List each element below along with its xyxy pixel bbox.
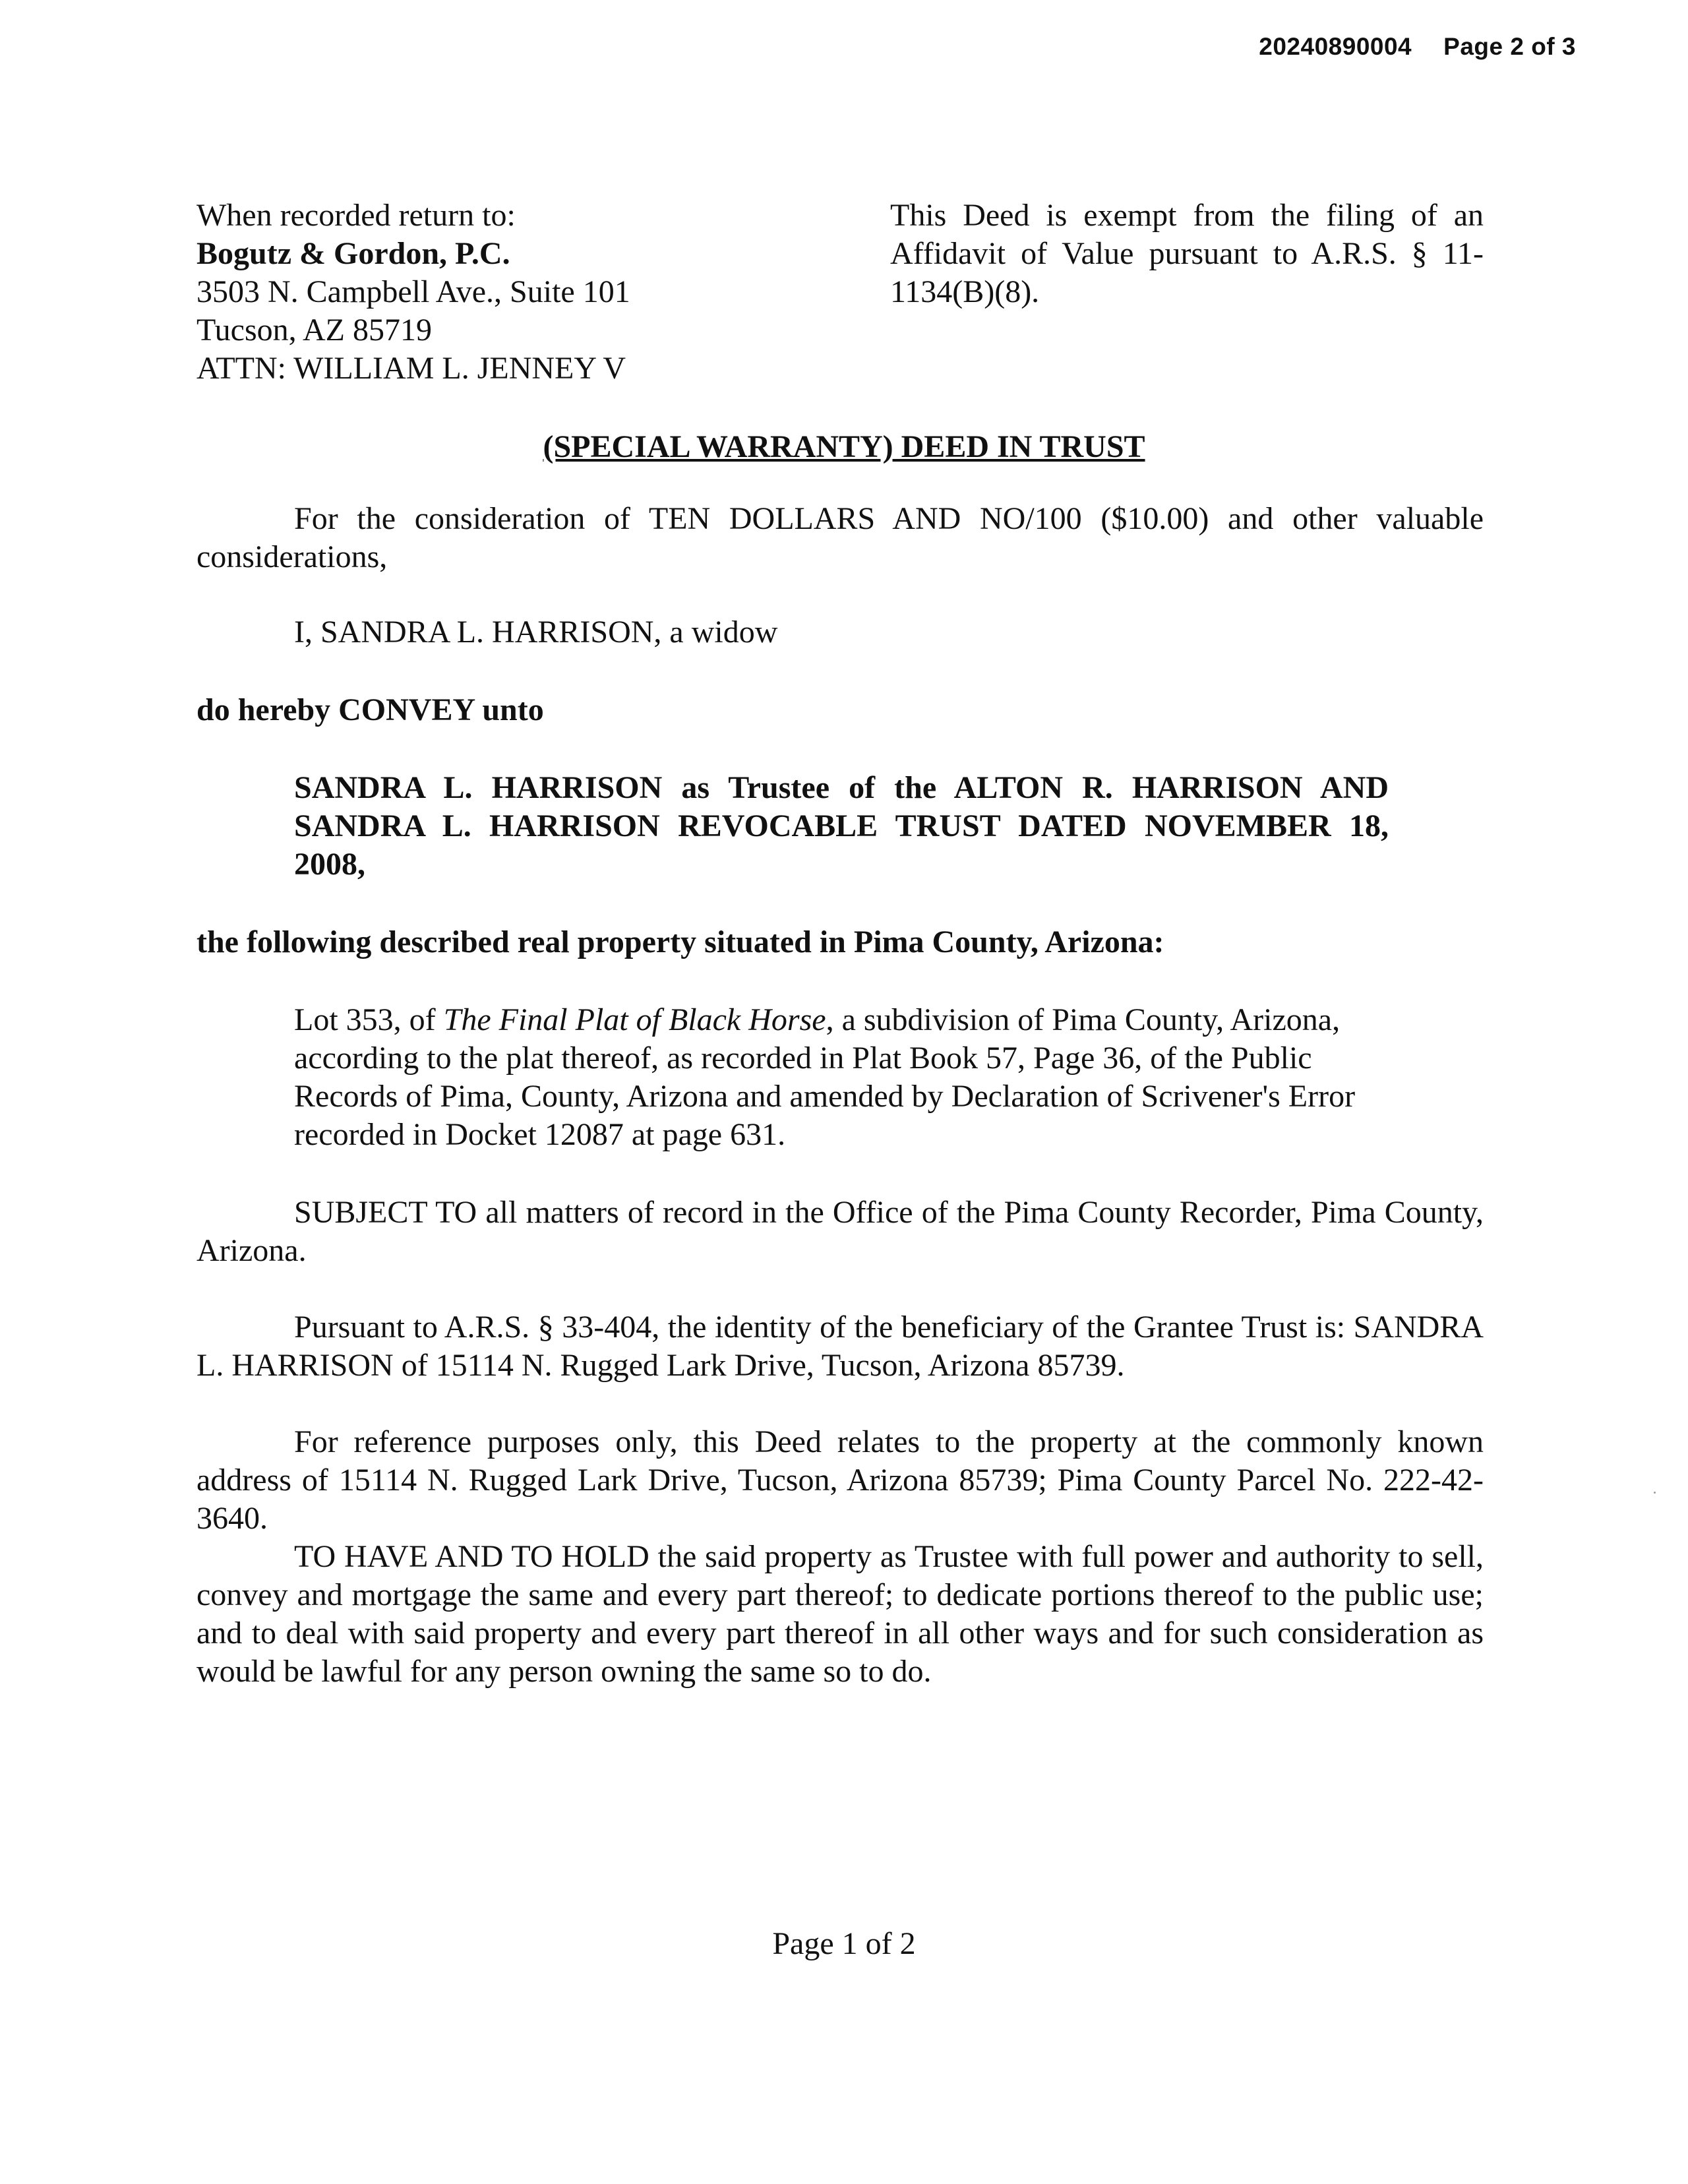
- document-number: 20240890004: [1259, 33, 1412, 60]
- return-address-block: [196, 197, 829, 388]
- recording-header: [1259, 33, 1576, 61]
- legal-description-rest: , a subdivision of Pima County, Arizona, according to the plat thereof, as recorded in Plat Book 57, Page 36, of the Public Records of Pima, County, Arizona and amended by Declaration of Scrivener's Error recorded in Docket 12087 at page 631.: [294, 1002, 1356, 1152]
- exemption-statement: This Deed is exempt from the filing of an Affidavit of Value pursuant to A.R.S. § 11-1134(B)(8).: [890, 198, 1484, 309]
- grantor-line: I, SANDRA L. HARRISON, a widow: [294, 615, 778, 650]
- habendum-paragraph: TO HAVE AND TO HOLD the said property as Trustee with full power and authority to sell, convey and mortgage the same and every part thereof; to dedicate portions thereof to the public use; and to deal with said property and every part thereof in all other ways and for such consideration as would be lawful for any person owning the same so to do.: [196, 1539, 1484, 1689]
- page-footer: Page 1 of 2: [772, 1926, 916, 1961]
- consideration-paragraph: For the consideration of TEN DOLLARS AND NO/100 ($10.00) and other valuable considerations,: [196, 501, 1484, 574]
- return-firm-name: Bogutz & Gordon, P.C.: [196, 236, 510, 271]
- deed-title: (SPECIAL WARRANTY) DEED IN TRUST: [543, 429, 1145, 464]
- beneficiary-paragraph: Pursuant to A.R.S. § 33-404, the identity of the beneficiary of the Grantee Trust is: SANDRA L. HARRISON of 15114 N. Rugged Lark Drive, Tucson, Arizona 85739.: [196, 1310, 1484, 1383]
- return-attention: ATTN: WILLIAM L. JENNEY V: [196, 351, 626, 386]
- convey-phrase: do hereby CONVEY unto: [196, 692, 544, 727]
- plat-name: The Final Plat of Black Horse: [443, 1002, 826, 1037]
- grantee-block: SANDRA L. HARRISON as Trustee of the ALTON R. HARRISON AND SANDRA L. HARRISON REVOCABLE TRUST DATED NOVEMBER 18, 2008,: [294, 770, 1389, 882]
- legal-description: [294, 1001, 1387, 1154]
- return-city: Tucson, AZ 85719: [196, 313, 432, 348]
- return-label: When recorded return to:: [196, 198, 516, 233]
- legal-description-prefix: Lot 353, of: [294, 1002, 444, 1037]
- scan-artifact: [1654, 1492, 1656, 1494]
- property-intro: the following described real property situated in Pima County, Arizona:: [196, 925, 1164, 959]
- subject-to-paragraph: SUBJECT TO all matters of record in the Office of the Pima County Recorder, Pima County, Arizona.: [196, 1195, 1484, 1268]
- reference-paragraph: For reference purposes only, this Deed relates to the property at the commonly known address of 15114 N. Rugged Lark Drive, Tucson, Arizona 85739; Pima County Parcel No. 222-42-3640.: [196, 1424, 1484, 1536]
- return-street: 3503 N. Campbell Ave., Suite 101: [196, 274, 630, 309]
- recorder-page-number: Page 2 of 3: [1443, 33, 1576, 60]
